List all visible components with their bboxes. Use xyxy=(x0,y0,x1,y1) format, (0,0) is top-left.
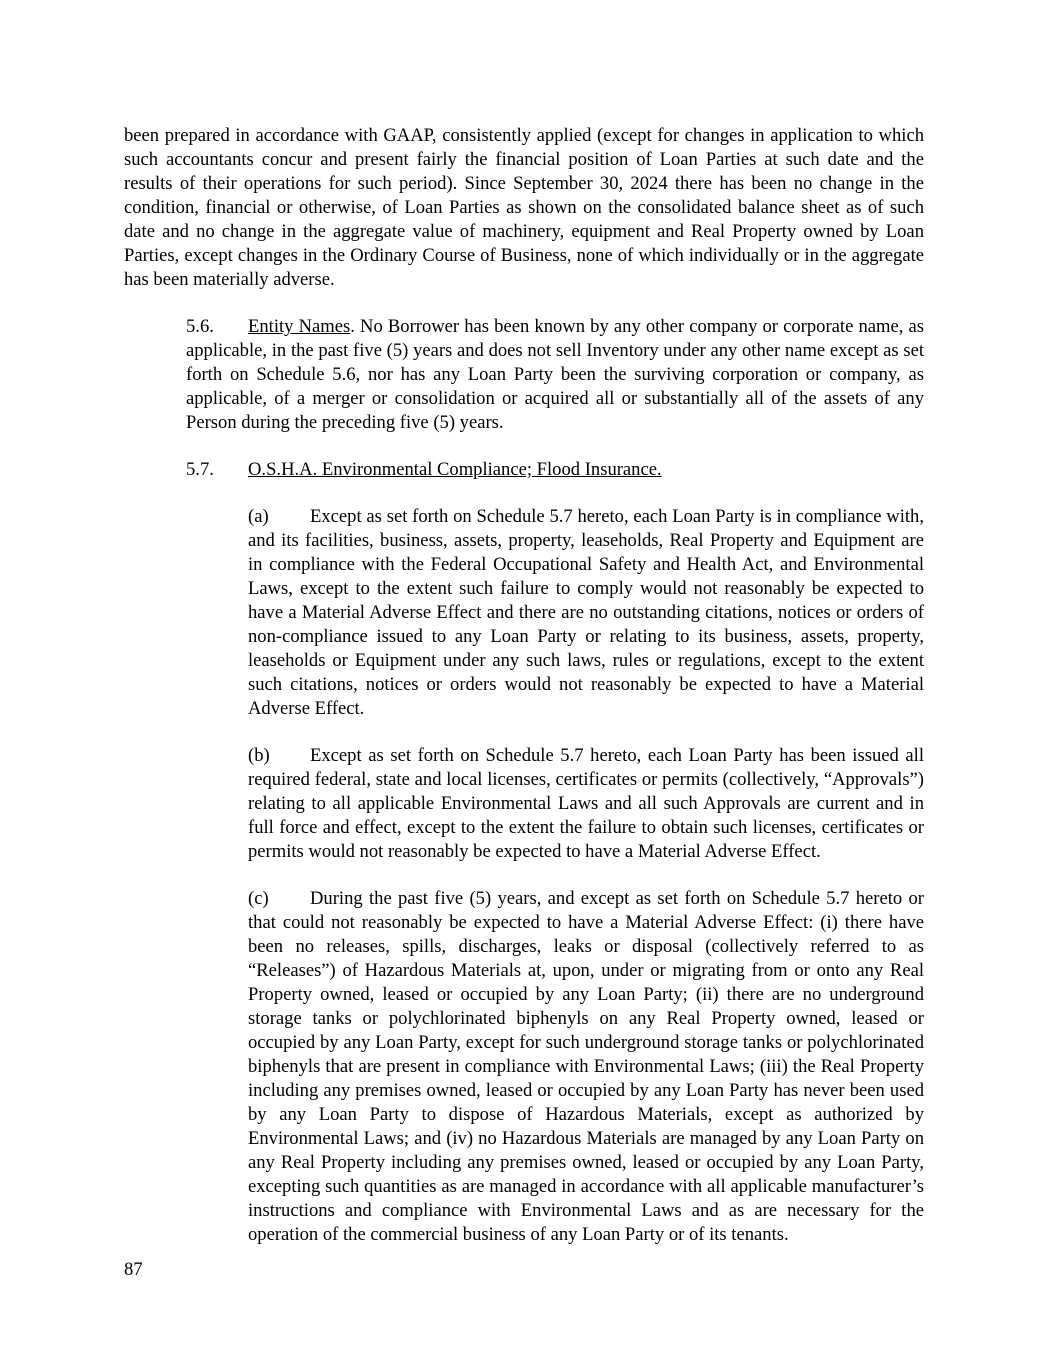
section-5-6-paragraph: 5.6. Entity Names. No Borrower has been known by any other company or corporate name, as applicable, in the past five (5) years and does not sell Inventory under any other name except as set forth on Schedule 5.6, nor has any Loan Party been the surviving corporation or company, as applicable, of a merger or consolidation or acquired all or substantially all of the assets of any Person during the preceding five (5) years. xyxy=(186,316,924,433)
section-number: 5.6. xyxy=(186,316,214,337)
section-title: O.S.H.A. Environmental Compliance; Flood Insurance. xyxy=(248,459,662,480)
section-body: No Borrower has been known by any other company or corporate name, as applicable, in the past five (5) years and does not sell Inventory under any other name except as set forth on Schedule 5.6, nor has any Loan Party been the surviving corporation or company, as applicable, of a merger or consolidation or acquired all or substantially all of the assets of any Person during the preceding five (5) years. xyxy=(186,316,924,433)
section-5-7-heading xyxy=(186,458,924,482)
subsection-body: Except as set forth on Schedule 5.7 hereto, each Loan Party is in compliance with, and its facilities, business, assets, property, leaseholds, Real Property and Equipment are in compliance with the Federal Occupational Safety and Health Act, and Environmental Laws, except to the extent such failure to comply would not reasonably be expected to have a Material Adverse Effect and there are no outstanding citations, notices or orders of non-compliance issued to any Loan Party or relating to its business, assets, property, leaseholds or Equipment under any such laws, rules or regulations, except to the extent such citations, notices or orders would not reasonably be expected to have a Material Adverse Effect. xyxy=(248,506,924,719)
subsection-a-paragraph xyxy=(248,505,924,721)
subsection-label: (a) xyxy=(248,506,269,527)
subsection-label: (b) xyxy=(248,745,270,766)
section-number: 5.7. xyxy=(186,459,214,480)
subsection-b-paragraph xyxy=(248,744,924,864)
page-number: 87 xyxy=(124,1259,143,1280)
section-title: Entity Names xyxy=(248,316,351,337)
document-page xyxy=(124,124,924,1270)
subsection-body: Except as set forth on Schedule 5.7 hereto, each Loan Party has been issued all required federal, state and local licenses, certificates or permits (collectively, “Approvals”) relating to all applicable Environmental Laws and all such Approvals are current and in full force and effect, except to the extent the failure to obtain such licenses, certificates or permits would not reasonably be expected to have a Material Adverse Effect. xyxy=(248,745,924,862)
subsection-label: (c) xyxy=(248,888,269,909)
continuation-paragraph: been prepared in accordance with GAAP, consistently applied (except for changes in application to which such accountants concur and present fairly the financial position of Loan Parties at such date and the results of their operations for such period). Since September 30, 2024 there has been no change in the condition, financial or otherwise, of Loan Parties as shown on the consolidated balance sheet as of such date and no change in the aggregate value of machinery, equipment and Real Property owned by Loan Parties, except changes in the Ordinary Course of Business, none of which individually or in the aggregate has been materially adverse. xyxy=(124,125,924,290)
subsection-body: During the past five (5) years, and except as set forth on Schedule 5.7 hereto or that could not reasonably be expected to have a Material Adverse Effect: (i) there have been no releases, spills, discharges, leaks or disposal (collectively referred to as “Releases”) of Hazardous Materials at, upon, under or migrating from or onto any Real Property owned, leased or occupied by any Loan Party; (ii) there are no underground storage tanks or polychlorinated biphenyls on any Real Property owned, leased or occupied by any Loan Party, except for such underground storage tanks or polychlorinated biphenyls that are present in compliance with Environmental Laws; (iii) the Real Property including any premises owned, leased or occupied by any Loan Party has never been used by any Loan Party to dispose of Hazardous Materials, except as authorized by Environmental Laws; and (iv) no Hazardous Materials are managed by any Loan Party on any Real Property including any premises owned, leased or occupied by any Loan Party, excepting such quantities as are managed in accordance with all applicable manufacturer’s instructions and compliance with Environmental Laws and as are necessary for the operation of the commercial business of any Loan Party or of its tenants. xyxy=(248,888,924,1245)
subsection-c-paragraph xyxy=(248,887,924,1247)
